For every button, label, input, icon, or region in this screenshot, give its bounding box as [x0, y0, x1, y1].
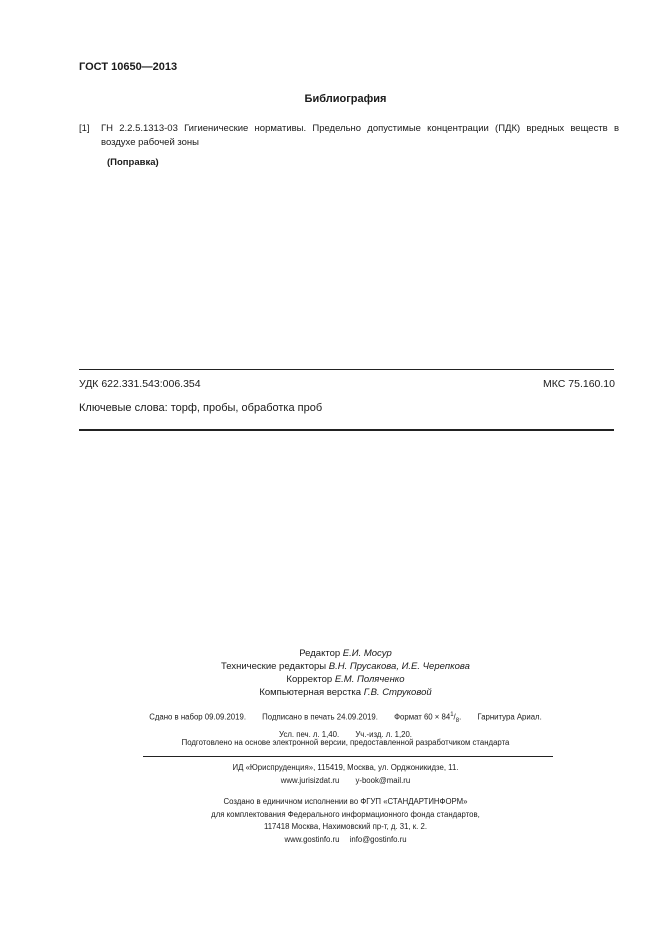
document-number: ГОСТ 10650—2013 [79, 61, 178, 73]
print-info [0, 709, 661, 741]
standartinform-line1: Создано в единичном исполнении во ФГУП «СТАНДАРТИНФОРМ» [223, 797, 468, 806]
credits-block [0, 647, 661, 699]
divider-top [79, 369, 614, 370]
divider-bottom [79, 429, 614, 431]
standartinform-line2: для комплектования Федерального информационного фонда стандартов, [211, 809, 480, 819]
publisher-email-link[interactable]: y-book@mail.ru [355, 775, 411, 785]
bibliography-title: Библиография [304, 93, 387, 105]
credit-editor: Редактор Е.И. Мосур [299, 648, 392, 659]
publisher-contacts [30, 775, 661, 788]
credit-tech-editors: Технические редакторы В.Н. Прусакова, И.Е. Черепкова [221, 661, 470, 672]
udk-code: УДК 622.331.543:006.354 [79, 378, 201, 390]
divider-publisher [143, 756, 553, 757]
credit-corrector: Корректор Е.М. Поляченко [286, 674, 405, 685]
publisher-block [0, 762, 661, 787]
print-info-line1: Сдано в набор 09.09.2019. Подписано в печать 24.09.2019. Формат $60 \times 84^1/_8$. Гарнитура Ариал. [149, 712, 542, 725]
standartinform-email-link[interactable]: info@gostinfo.ru [349, 834, 407, 844]
prepared-note: Подготовлено на основе электронной версии, предоставленной разработчиком стандарта [181, 738, 510, 747]
bibliography-item-number: [1] [79, 123, 90, 134]
correction-note: (Поправка) [107, 157, 159, 168]
standartinform-site-link[interactable]: www.gostinfo.ru [284, 834, 340, 844]
mks-code: МКС 75.160.10 [543, 378, 615, 390]
standartinform-line3: 117418 Москва, Нахимовский пр-т, д. 31, к. 2. [263, 822, 428, 831]
bibliography-item-text: ГН 2.2.5.1313-03 Гигиенические нормативы. Предельно допустимые концентрации (ПДК) вредных веществ в воздухе рабочей зоны [101, 123, 619, 148]
standartinform-contacts [30, 834, 661, 847]
publisher-address: ИД «Юриспруденция», 115419, Москва, ул. Орджоникидзе, 11. [232, 763, 459, 772]
bibliography-item [79, 122, 619, 150]
keywords: Ключевые слова: торф, пробы, обработка проб [79, 402, 323, 414]
print-info-line2: Усл. печ. л. 1,40. Уч.-изд. л. 1,20. [279, 730, 412, 740]
credit-layout: Компьютерная верстка Г.В. Струковой [259, 687, 432, 698]
publisher-site-link[interactable]: www.jurisizdat.ru [280, 775, 340, 785]
standartinform-block [0, 796, 661, 846]
